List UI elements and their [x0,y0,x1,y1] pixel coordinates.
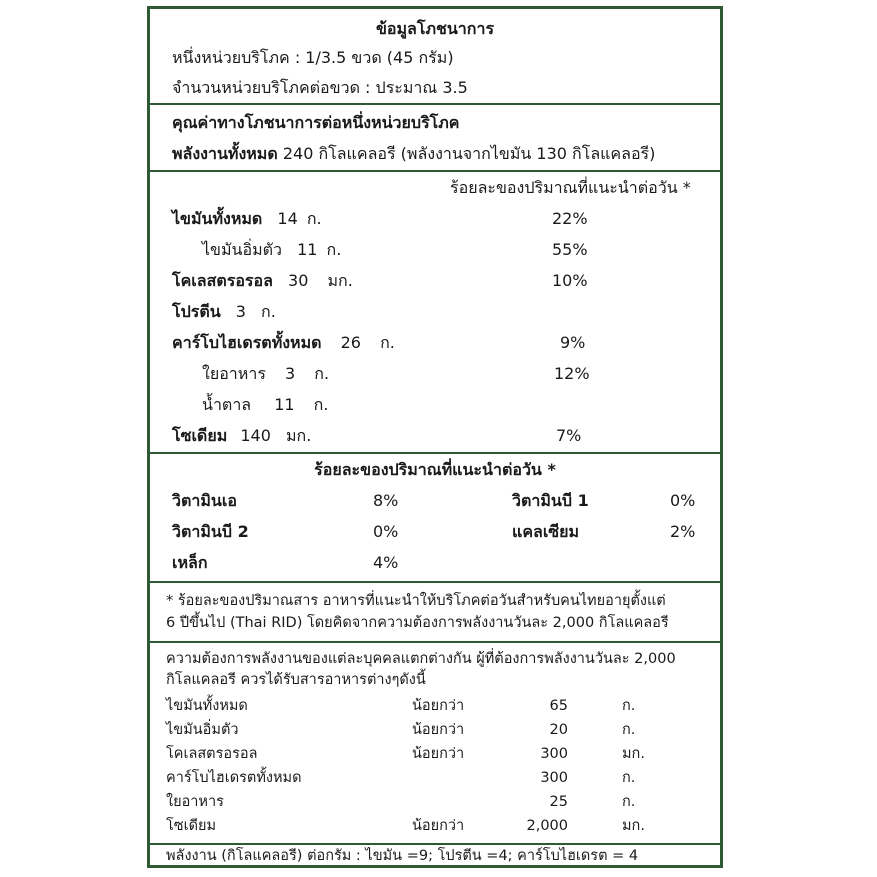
nutrient-percent: 22% [552,209,588,228]
vitamin-percent: 0% [670,491,696,510]
nutrient-row [172,302,276,322]
nutrient-amount: 3 [285,364,296,383]
nutrient-unit: ก. [380,333,395,352]
nutrient-unit: ก. [313,395,329,414]
nutrient-amount: 30 [288,271,309,290]
req-unit: มก. [622,746,645,762]
divider [150,581,720,583]
requirements-line: ความต้องการพลังงานของแต่ละบุคคลแตกต่างกัน ผู้ที่ต้องการพลังงานวันละ 2,000 [166,651,676,667]
req-name: โซเดียม [166,818,217,834]
divider [150,843,720,845]
nutrient-name: คาร์โบไฮเดรตทั้งหมด [172,333,322,352]
nutrient-amount: 3 [235,302,246,321]
nutrient-name: ไขมันอิ่มตัว [202,240,282,259]
req-unit: ก. [622,722,636,738]
req-qualifier: น้อยกว่า [412,722,465,738]
req-name: ไขมันทั้งหมด [166,698,248,714]
nutrient-name: ใยอาหาร [202,364,266,383]
nutrient-row [172,426,311,446]
energy-per-gram: พลังงาน (กิโลแคลอรี) ต่อกรัม : ไขมัน =9; โปรตีน =4; คาร์โบไฮเดรต = 4 [166,848,639,864]
req-value: 300 [540,770,568,786]
vitamins-heading: ร้อยละของปริมาณที่แนะนำต่อวัน * [314,460,556,479]
divider [150,641,720,643]
servings-per-container: จำนวนหน่วยบริโภคต่อขวด : ประมาณ 3.5 [172,78,468,97]
req-value: 25 [549,794,568,810]
divider [150,170,720,172]
nutrient-row [172,333,395,353]
nutrient-percent: 9% [560,333,586,352]
percent-daily-header: ร้อยละของปริมาณที่แนะนำต่อวัน * [450,178,691,197]
req-name: คาร์โบไฮเดรตทั้งหมด [166,770,302,786]
req-qualifier: น้อยกว่า [412,818,465,834]
nutrient-percent: 10% [552,271,588,290]
req-unit: ก. [622,794,636,810]
nutrient-unit: มก. [327,271,353,290]
nutrient-percent: 55% [552,240,588,259]
nutrient-amount: 11 [274,395,295,414]
vitamin-name: วิตามินเอ [172,491,237,510]
req-name: ใยอาหาร [166,794,224,810]
vitamin-name: เหล็ก [172,553,208,572]
nutrient-amount: 140 [240,426,271,445]
nutrient-amount: 14 [277,209,298,228]
footnote-line: * ร้อยละของปริมาณสาร อาหารที่แนะนำให้บริโภคต่อวันสำหรับคนไทยอายุตั้งแต่ [166,593,666,609]
vitamin-percent: 2% [670,522,696,541]
energy-value: 240 กิโลแคลอรี (พลังงานจากไขมัน 130 กิโลแคลอรี) [282,144,656,163]
vitamin-name: วิตามินบี 1 [512,491,589,510]
nutrient-name: โปรตีน [172,302,221,321]
req-unit: ก. [622,770,636,786]
nutrient-row [202,240,341,260]
nutrient-percent: 7% [556,426,582,445]
req-value: 300 [540,746,568,762]
req-value: 20 [549,722,568,738]
req-unit: มก. [622,818,645,834]
vitamin-name: แคลเซียม [512,522,580,541]
req-name: โคเลสตรอรอล [166,746,258,762]
nutrient-unit: ก. [314,364,330,383]
footnote-line: 6 ปีขึ้นไป (Thai RID) โดยคิดจากความต้องการพลังงานวันละ 2,000 กิโลแคลอรี [166,615,669,631]
energy-line [172,144,655,164]
nutrient-name: น้ำตาล [202,395,252,414]
divider [150,452,720,454]
req-value: 65 [549,698,568,714]
req-name: ไขมันอิ่มตัว [166,722,239,738]
vitamin-percent: 0% [373,522,399,541]
req-qualifier: น้อยกว่า [412,698,465,714]
nutrient-unit: ก. [261,302,276,321]
nutrient-amount: 26 [340,333,361,352]
nutrient-row [172,209,322,229]
nutrient-unit: ก. [306,209,322,228]
nutrition-label [147,6,723,868]
nutrient-unit: มก. [285,426,312,445]
vitamin-percent: 8% [373,491,399,510]
nutrient-percent: 12% [554,364,590,383]
divider [150,103,720,105]
energy-label: พลังงานทั้งหมด [172,144,278,163]
nutrient-name: โซเดียม [172,426,228,445]
nutrient-row [172,271,353,291]
requirements-line: กิโลแคลอรี ควรได้รับสารอาหารต่างๆดังนี้ [166,672,426,688]
req-value: 2,000 [526,818,568,834]
vitamin-percent: 4% [373,553,399,572]
label-title: ข้อมูลโภชนาการ [375,19,495,38]
nutrient-row [202,364,329,384]
nutrient-row [202,395,328,415]
nutrient-amount: 11 [297,240,318,259]
nutrient-name: โคเลสตรอรอล [172,271,273,290]
vitamin-name: วิตามินบี 2 [172,522,249,541]
nutrient-name: ไขมันทั้งหมด [172,209,263,228]
per-serving-heading: คุณค่าทางโภชนาการต่อหนึ่งหน่วยบริโภค [172,113,460,132]
req-unit: ก. [622,698,636,714]
nutrient-unit: ก. [326,240,342,259]
req-qualifier: น้อยกว่า [412,746,465,762]
serving-size: หนึ่งหน่วยบริโภค : 1/3.5 ขวด (45 กรัม) [172,48,454,67]
